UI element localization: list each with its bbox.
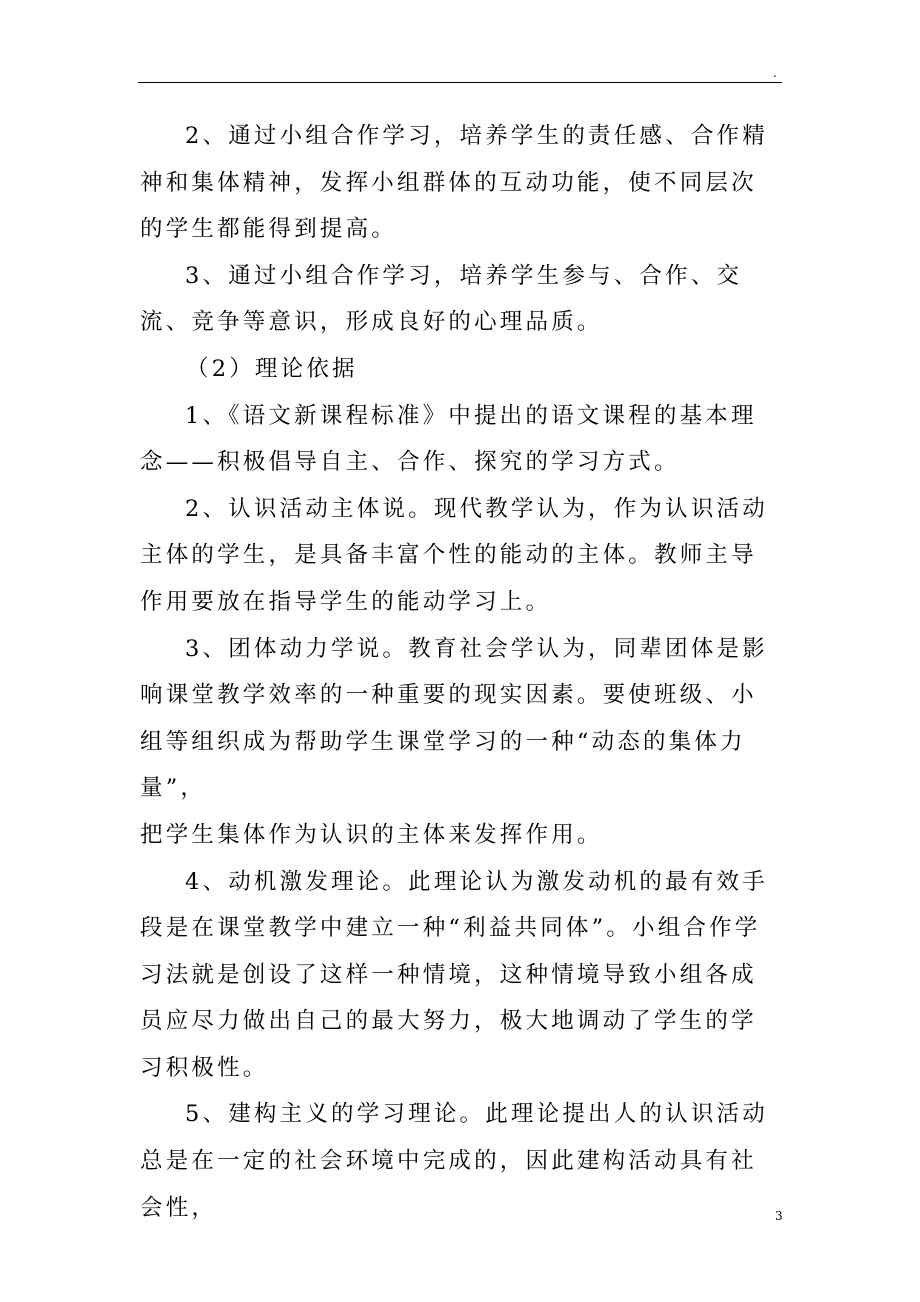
paragraph-goal-3: 3、通过小组合作学习，培养学生参与、合作、交流、竞争等意识，形成良好的心理品质。 [140,262,743,336]
document-body [140,113,780,1231]
paragraph-goal-2: 2、通过小组合作学习，培养学生的责任感、合作精神和集体精神，发挥小组群体的互动功能，使不同层次的学生都能得到提高。 [140,123,768,243]
section-heading-theory: （2）理论依据 [186,355,358,382]
header-rule [138,82,782,83]
paragraph-theory-3: 3、团体动力学说。教育社会学认为，同辈团体是影响课堂教学效率的一种重要的现实因素。要使班级、小组等组织成为帮助学生课堂学习的一种“动态的集体力量”， 把学生集体作为认识的主体来发挥作用。 [140,635,768,848]
paragraph-theory-4: 4、动机激发理论。此理论认为激发动机的最有效手段是在课堂教学中建立一种“利益共同体”。小组合作学习法就是创设了这样一种情境，这种情境导致小组各成员应尽力做出自己的最大努力，极大地调动了学生的学习积极性。 [140,868,768,1081]
header-mark: . [773,66,777,80]
paragraph-theory-1: 1、《语文新课程标准》中提出的语文课程的基本理念——积极倡导自主、合作、探究的学习方式。 [140,402,757,476]
paragraph-theory-5: 5、建构主义的学习理论。此理论提出人的认识活动总是在一定的社会环境中完成的，因此建构活动具有社会性， [140,1101,768,1221]
page-number: 3 [775,1209,783,1223]
paragraph-theory-2: 2、认识活动主体说。现代教学认为，作为认识活动主体的学生，是具备丰富个性的能动的主体。教师主导作用要放在指导学生的能动学习上。 [140,495,768,615]
